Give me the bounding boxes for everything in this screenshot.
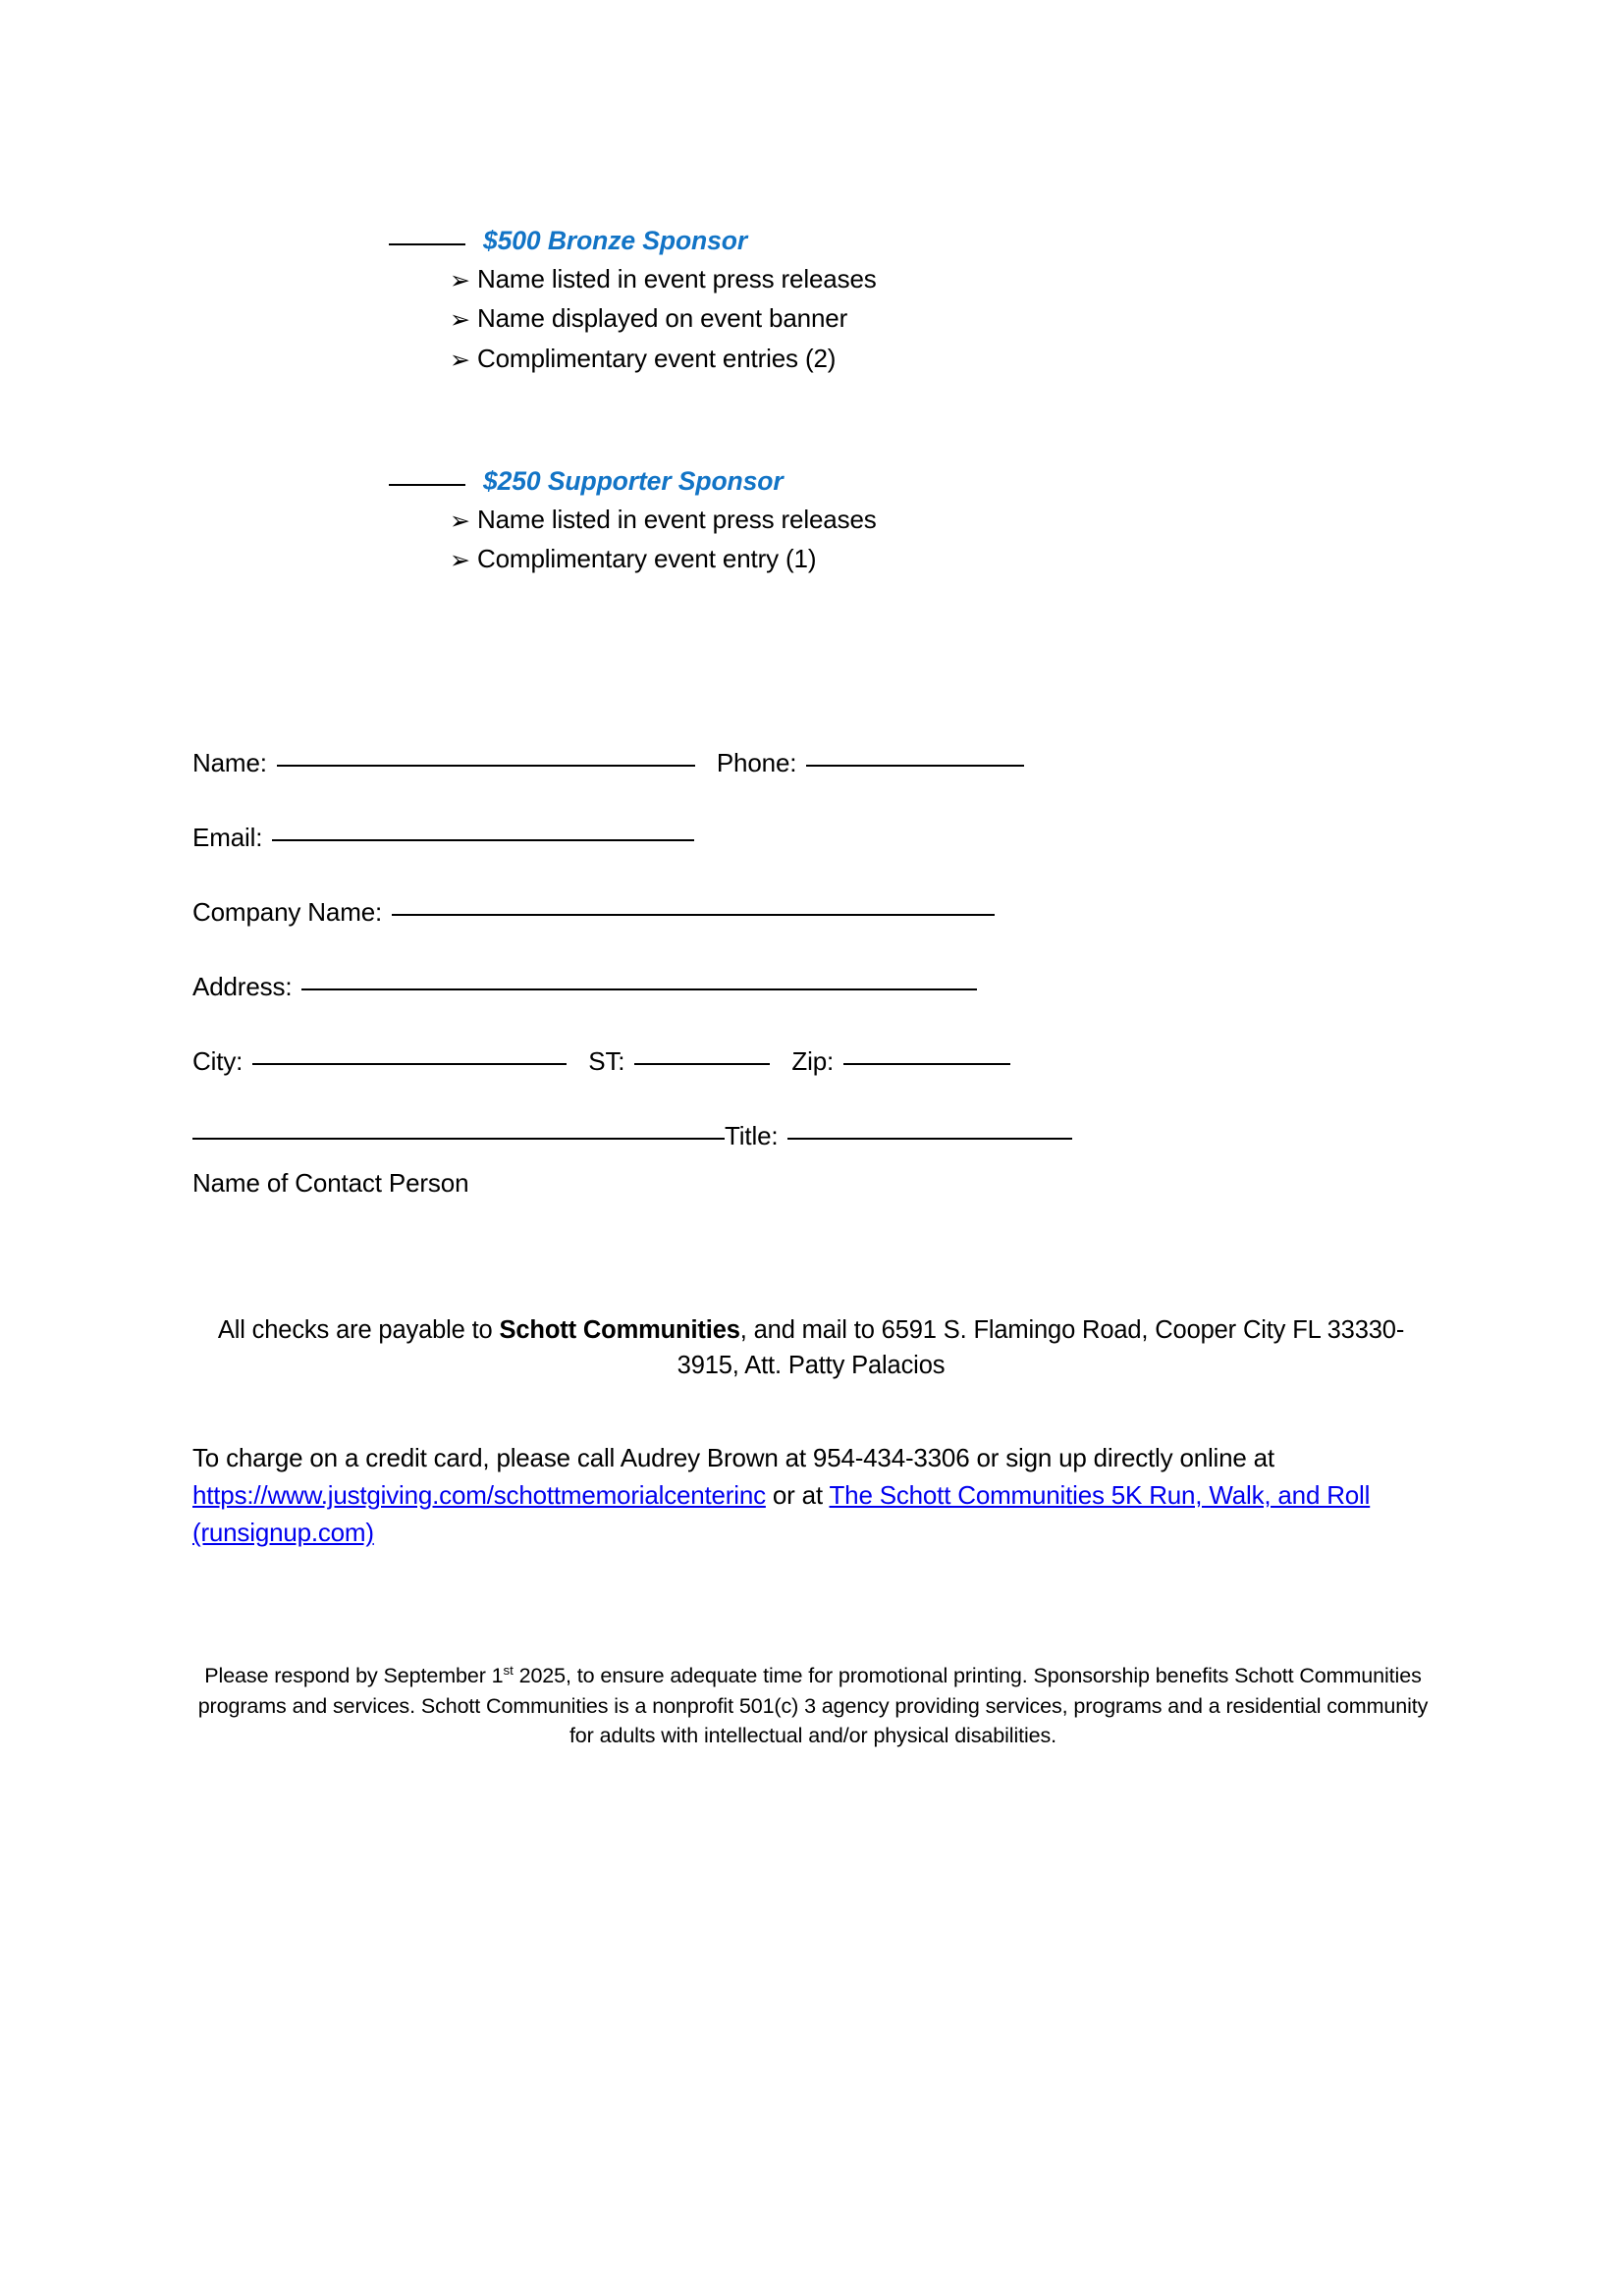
form-row-email bbox=[192, 823, 1439, 853]
arrow-bullet-icon: ➢ bbox=[450, 306, 470, 335]
benefit-text: Complimentary event entry (1) bbox=[477, 544, 817, 574]
address-label: Address: bbox=[192, 972, 293, 1001]
contact-person-caption: Name of Contact Person bbox=[192, 1168, 469, 1198]
contact-form bbox=[192, 748, 1439, 1199]
checks-mailing-address: , and mail to 6591 S. Flamingo Road, Cooper City FL 33330-3915, Att. Patty Palacios bbox=[677, 1316, 1405, 1380]
form-row-city-state-zip bbox=[192, 1046, 1439, 1077]
sponsor-tier-supporter bbox=[0, 466, 1624, 578]
list-item bbox=[450, 340, 1624, 377]
tier-benefit-list bbox=[0, 501, 1624, 578]
list-item bbox=[450, 260, 1624, 297]
benefit-text: Name listed in event press releases bbox=[477, 264, 877, 294]
respond-by-text: Please respond by September 1 bbox=[204, 1664, 504, 1687]
respond-by-text-end: 2025, to ensure adequate time for promotional printing. bbox=[513, 1664, 1028, 1687]
arrow-bullet-icon: ➢ bbox=[450, 547, 470, 575]
nonprofit-description: Sponsorship benefits Schott Communities programs and services. Schott Communities is a nonprofit 501(c) 3 agency providing services, programs and a residential community for adults with intellectual and/or physical disabilities. bbox=[197, 1664, 1429, 1748]
list-item bbox=[450, 501, 1624, 538]
credit-card-middle-text: or at bbox=[765, 1480, 830, 1511]
name-input-rule[interactable] bbox=[277, 764, 695, 767]
phone-input-rule[interactable] bbox=[806, 764, 1024, 767]
checks-payable-paragraph bbox=[192, 1312, 1430, 1383]
form-row-company bbox=[192, 897, 1439, 928]
tier-title: $500 Bronze Sponsor bbox=[483, 226, 748, 255]
company-name-input-rule[interactable] bbox=[392, 913, 995, 916]
form-row-address bbox=[192, 972, 1439, 1002]
tier-selection-blank-line[interactable] bbox=[389, 242, 465, 245]
address-input-rule[interactable] bbox=[301, 988, 977, 990]
state-input-rule[interactable] bbox=[634, 1062, 770, 1065]
phone-label: Phone: bbox=[716, 748, 797, 777]
justgiving-link[interactable]: https://www.justgiving.com/schottmemorialcenterinc bbox=[192, 1480, 766, 1511]
tier-title: $250 Supporter Sponsor bbox=[483, 466, 784, 496]
name-label: Name: bbox=[192, 748, 267, 777]
tier-heading-row bbox=[389, 466, 1624, 497]
tier-selection-blank-line[interactable] bbox=[389, 483, 465, 486]
arrow-bullet-icon: ➢ bbox=[450, 346, 470, 374]
runsignup-link[interactable]: The Schott Communities 5K Run, Walk, and Roll (runsignup.com) bbox=[192, 1480, 1371, 1548]
arrow-bullet-icon: ➢ bbox=[450, 507, 470, 535]
city-label: City: bbox=[192, 1046, 244, 1076]
payee-name: Schott Communities bbox=[499, 1316, 740, 1344]
zip-input-rule[interactable] bbox=[843, 1062, 1010, 1065]
tier-heading-row bbox=[389, 226, 1624, 256]
sponsor-tier-bronze bbox=[0, 226, 1624, 377]
email-label: Email: bbox=[192, 823, 263, 852]
form-row-name-phone bbox=[192, 748, 1439, 778]
title-input-rule[interactable] bbox=[787, 1137, 1072, 1140]
checks-lead-text: All checks are payable to bbox=[217, 1316, 500, 1344]
tier-benefit-list bbox=[0, 260, 1624, 377]
state-label: ST: bbox=[588, 1046, 625, 1076]
contact-person-input-rule[interactable] bbox=[192, 1137, 725, 1140]
credit-card-paragraph bbox=[192, 1439, 1441, 1552]
benefit-text: Name listed in event press releases bbox=[477, 505, 877, 534]
company-name-label: Company Name: bbox=[192, 897, 383, 927]
credit-card-lead-text: To charge on a credit card, please call Audrey Brown at 954-434-3306 or sign up directly online at bbox=[192, 1443, 1274, 1472]
list-item bbox=[450, 540, 1624, 577]
benefit-text: Complimentary event entries (2) bbox=[477, 343, 837, 373]
benefit-text: Name displayed on event banner bbox=[477, 303, 848, 334]
footer-note bbox=[192, 1661, 1434, 1751]
zip-label: Zip: bbox=[791, 1046, 835, 1076]
list-item bbox=[450, 299, 1624, 337]
city-input-rule[interactable] bbox=[252, 1062, 567, 1065]
email-input-rule[interactable] bbox=[272, 838, 694, 841]
ordinal-suffix: st bbox=[503, 1662, 514, 1678]
title-label: Title: bbox=[725, 1121, 779, 1150]
form-row-contact-title bbox=[192, 1121, 1439, 1151]
arrow-bullet-icon: ➢ bbox=[450, 267, 470, 294]
